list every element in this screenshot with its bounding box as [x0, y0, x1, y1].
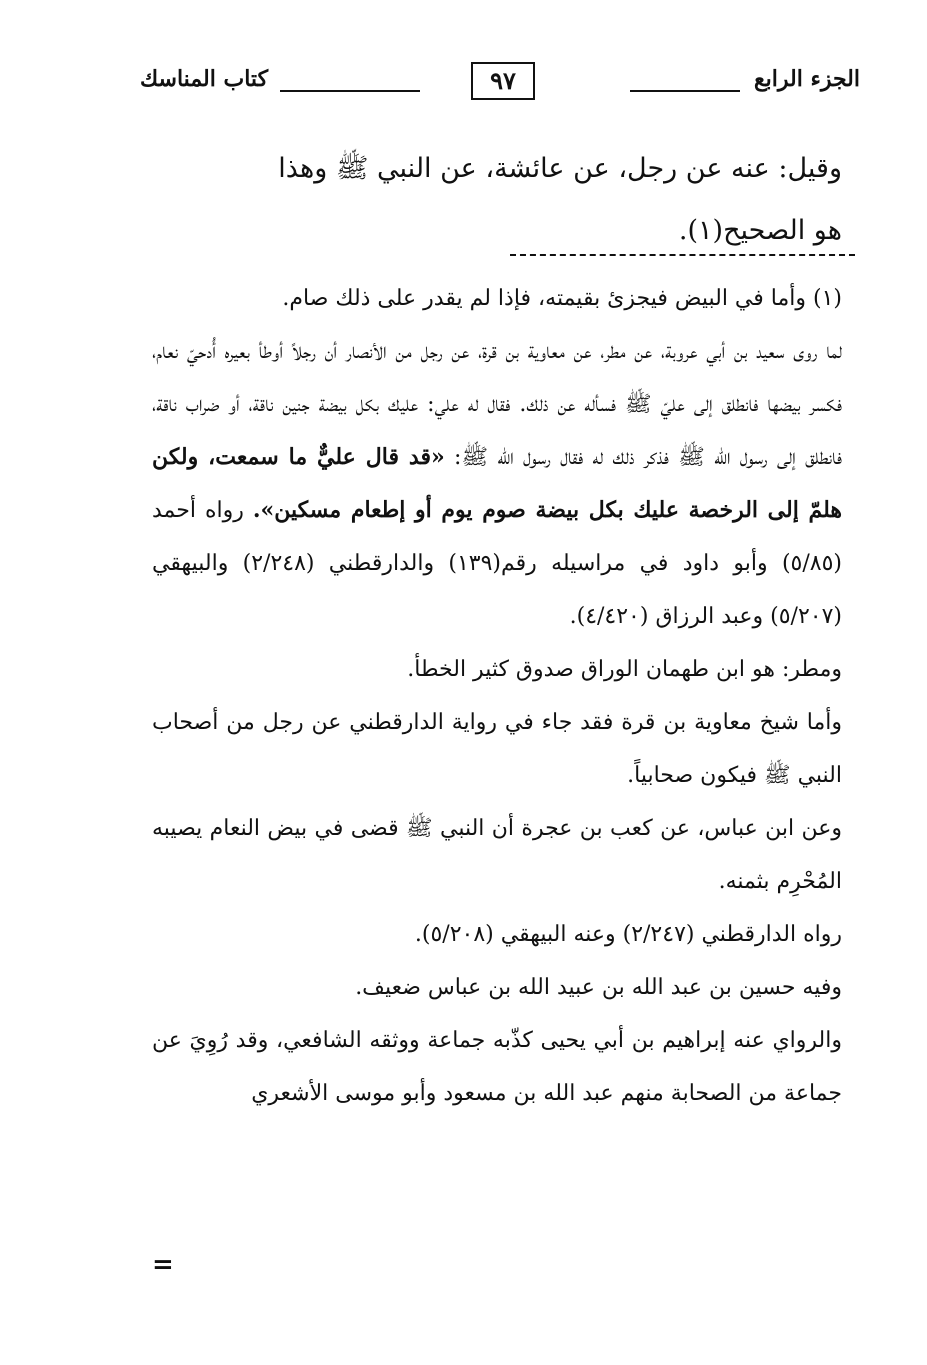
- main-line-2: هو الصحيح(١).: [678, 215, 842, 246]
- header-rule-right: [630, 90, 740, 92]
- volume-title: الجزء الرابع: [753, 66, 860, 92]
- footnote-separator: [510, 254, 855, 256]
- main-text: [152, 138, 842, 262]
- continuation-mark: =: [152, 1250, 174, 1280]
- footnotes: [152, 272, 842, 1120]
- page-number: ٩٧: [471, 62, 535, 100]
- footnote-paragraph-5: وعن ابن عباس، عن كعب بن عجرة أن النبي ﷺ قضى في بيض النعام يصيبه المُحْرِم بثمنه.: [152, 816, 842, 894]
- page-header: [140, 62, 860, 102]
- header-rule-left: [280, 90, 420, 92]
- footnote-narration: لما روى سعيد بن أبي عروبة، عن مطر، عن معاوية بن قرة، عن رجل من الأنصار أن رجلاً أوطأ بعيره أُدحيّ نعام، فكسر بيضها فانطلق إلى عليّ ﷺ فسأله عن ذلك. فقال له علي: عليك بكل بيضة جنين ناقة، أو ضراب ناقة، فانطلق إلى رسول الله ﷺ فذكر ذلك له فقال رسول الله ﷺ:: [152, 339, 842, 470]
- main-line-1: وقيل: عنه عن رجل، عن عائشة، عن النبي ﷺ وهذا: [278, 153, 842, 184]
- book-title: كتاب المناسك: [140, 66, 269, 92]
- footnote-paragraph-1: (١) وأما في البيض فيجزئ بقيمته، فإذا لم يقدر على ذلك صام.: [282, 286, 842, 311]
- footnote-paragraph-3: ومطر: هو ابن طهمان الوراق صدوق كثير الخطأ.: [407, 657, 842, 682]
- footnote-sources: رواه أحمد (٥/٨٥) وأبو داود في مراسيله رقم(١٣٩) والدارقطني (٢/٢٤٨) والبيهقي (٥/٢٠٧) وعبد الرزاق (٤/٤٢٠).: [152, 498, 842, 629]
- footnote-paragraph-6: رواه الدارقطني (٢/٢٤٧) وعنه البيهقي (٥/٢٠٨).: [414, 922, 842, 947]
- hadith-quote: «قد قال عليٌّ ما سمعت، ولكن هلمّ إلى الرخصة عليك بكل بيضة صوم يوم أو إطعام مسكين».: [152, 444, 842, 523]
- footnote-paragraph-4: وأما شيخ معاوية بن قرة فقد جاء في رواية الدارقطني عن رجل من أصحاب النبي ﷺ فيكون صحابياً.: [152, 710, 842, 788]
- footnote-paragraph-2: [152, 325, 842, 643]
- footnote-paragraph-8: والرواي عنه إبراهيم بن أبي يحيى كذّبه جماعة ووثقه الشافعي، وقد رُوِيَ عن جماعة من الصحابة منهم عبد الله بن مسعود وأبو موسى الأشعري: [152, 1028, 842, 1106]
- footnote-paragraph-7: وفيه حسين بن عبد الله بن عبيد الله بن عباس ضعيف.: [355, 975, 842, 1000]
